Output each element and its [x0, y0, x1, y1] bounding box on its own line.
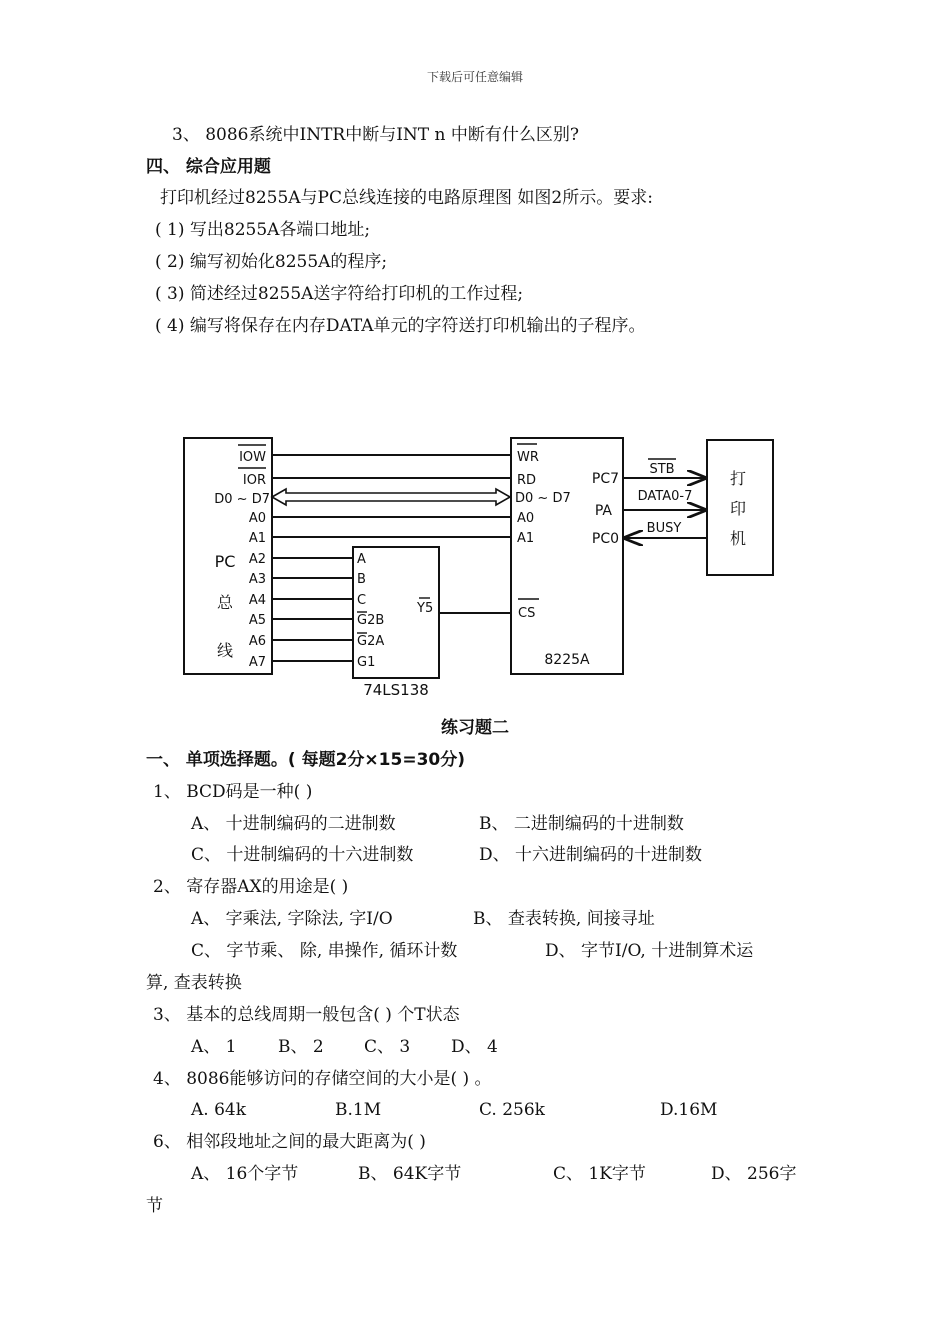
- mcq-4-option-b: B.1M: [335, 1100, 382, 1120]
- pc-signal-a4: A4: [248, 593, 266, 608]
- ppi-pin-rd: RD: [517, 473, 537, 488]
- requirement-2: ( 2) 编写初始化8255A的程序;: [155, 252, 388, 272]
- mcq-6-option-c: C、 1K字节: [553, 1164, 646, 1184]
- mcq-1-option-b: B、 二进制编码的十进制数: [479, 814, 684, 834]
- question-3: 3、 8086系统中INTR中断与INT n 中断有什么区别?: [172, 125, 580, 145]
- pc-signal-iow: IOW: [239, 450, 266, 465]
- pc-signal-data: D0 ~ D7: [214, 492, 270, 507]
- mcq-2-option-d: D、 字节I/O, 十进制算术运: [545, 941, 754, 961]
- pc-signal-a1: A1: [248, 531, 266, 546]
- mcq-2-option-a: A、 字乘法, 字除法, 字I/O: [191, 909, 393, 929]
- ppi-pin-pc7: PC7: [591, 471, 619, 487]
- mcq-4-stem: 4、 8086能够访问的存储空间的大小是( ) 。: [153, 1069, 492, 1089]
- pc-signal-a5: A5: [248, 613, 266, 628]
- decoder-name: 74LS138: [363, 681, 429, 699]
- requirement-3: ( 3) 简述经过8255A送字符给打印机的工作过程;: [155, 284, 524, 304]
- page-header: 下载后可任意编辑: [426, 70, 523, 84]
- pc-signal-a3: A3: [248, 572, 266, 587]
- decoder-pin: A: [357, 552, 366, 567]
- ppi-pin-wr: WR: [517, 450, 539, 465]
- mcq-1-option-d: D、 十六进制编码的十进制数: [479, 845, 703, 865]
- ppi-pin-pc0: PC0: [591, 531, 619, 547]
- mcq-3-option-b: B、 2: [278, 1037, 324, 1057]
- mcq-2-option-c: C、 字节乘、 除, 串操作, 循环计数: [191, 941, 458, 961]
- pc-label: PC: [214, 552, 236, 571]
- pc-label: 线: [216, 641, 234, 660]
- decoder-pin: G1: [357, 655, 376, 670]
- pc-signal-a2: A2: [248, 552, 266, 567]
- mcq-6-stem: 6、 相邻段地址之间的最大距离为( ): [153, 1132, 426, 1152]
- printer-label: 印: [729, 499, 747, 518]
- mcq-1-stem: 1、 BCD码是一种( ): [153, 782, 313, 802]
- section-4-title: 四、 综合应用题: [146, 157, 271, 177]
- mcq-2-option-b: B、 查表转换, 间接寻址: [473, 909, 655, 929]
- printer-signal-stb: STB: [649, 462, 675, 477]
- mcq-1-option-a: A、 十进制编码的二进制数: [191, 814, 396, 834]
- mcq-1-option-c: C、 十进制编码的十六进制数: [191, 845, 414, 865]
- mcq-3-option-c: C、 3: [364, 1037, 411, 1057]
- printer-label: 打: [729, 469, 747, 488]
- printer-label: 机: [729, 529, 747, 548]
- pc-signal-a0: A0: [248, 511, 266, 526]
- mcq-6-option-a: A、 16个字节: [191, 1164, 299, 1184]
- ppi-name: 8225A: [544, 652, 590, 668]
- mcq-6-option-b: B、 64K字节: [358, 1164, 462, 1184]
- mcq-4-option-d: D.16M: [660, 1100, 718, 1120]
- pc-signal-a7: A7: [248, 655, 266, 670]
- ppi-pin-pa: PA: [594, 503, 612, 519]
- printer-signal-busy: BUSY: [646, 521, 682, 536]
- requirement-1: ( 1) 写出8255A各端口地址;: [155, 220, 371, 240]
- pc-signal-ior: IOR: [242, 473, 266, 488]
- decoder-pin: C: [357, 593, 367, 608]
- decoder-pin: G2A: [357, 634, 385, 649]
- mcq-4-option-a: A. 64k: [191, 1100, 247, 1120]
- pc-label: 总: [216, 593, 234, 612]
- section-1-title: 一、 单项选择题。( 每题2分×15=30分): [146, 750, 466, 770]
- mcq-3-option-a: A、 1: [191, 1037, 237, 1057]
- section-4-intro: 打印机经过8255A与PC总线连接的电路原理图 如图2所示。要求:: [160, 188, 653, 208]
- mcq-2-stem: 2、 寄存器AX的用途是( ): [153, 877, 349, 897]
- requirement-4: ( 4) 编写将保存在内存DATA单元的字符送打印机输出的子程序。: [155, 316, 646, 336]
- mcq-6-option-d: D、 256字: [711, 1164, 797, 1184]
- printer-signal-data: DATA0-7: [637, 489, 693, 504]
- mcq-6-option-d-cont: 节: [146, 1196, 163, 1216]
- ppi-pin-data: D0 ~ D7: [515, 491, 571, 506]
- ppi-pin-a0: A0: [517, 511, 535, 526]
- mcq-2-option-d-cont: 算, 查表转换: [146, 973, 242, 993]
- mcq-3-option-d: D、 4: [451, 1037, 498, 1057]
- decoder-pin: B: [357, 572, 366, 587]
- decoder-output: Y5: [417, 601, 434, 616]
- exercise-title: 练习题二: [441, 718, 509, 738]
- ppi-pin-a1: A1: [517, 531, 535, 546]
- pc-signal-a6: A6: [248, 634, 266, 649]
- mcq-3-stem: 3、 基本的总线周期一般包含( ) 个T状态: [153, 1005, 460, 1025]
- mcq-4-option-c: C. 256k: [479, 1100, 545, 1120]
- ppi-pin-cs: CS: [518, 606, 536, 621]
- decoder-pin: G2B: [357, 613, 385, 628]
